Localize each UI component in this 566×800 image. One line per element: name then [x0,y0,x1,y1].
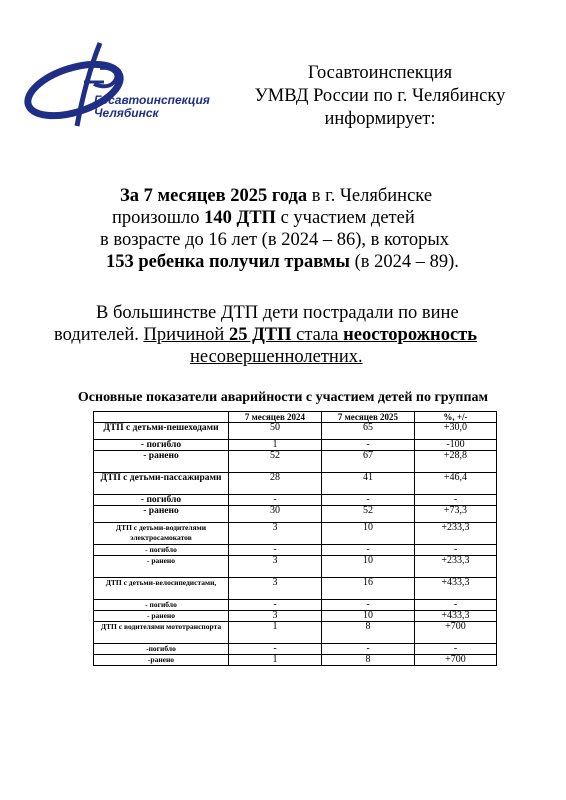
percent-change: +30,0 [415,423,497,440]
lead-injured-count: 153 ребенка получил травмы [106,252,350,272]
value-2024: 50 [229,423,322,440]
stats-table [93,411,497,666]
header-cell: 7 месяцев 2025 [322,412,415,423]
value-2024: 3 [229,611,322,622]
header-block [230,62,530,131]
value-2024: - [229,495,322,506]
percent-change: +433,3 [415,611,497,622]
value-2025: 10 [322,611,415,622]
logo-line-2: Челябинск [94,106,159,120]
value-2024: 28 [229,473,322,495]
row-label: - погибло [94,545,229,556]
table-row [94,556,497,578]
value-2025: - [322,440,415,451]
percent-change: +46,4 [415,473,497,495]
lead-accidents-count: 140 ДТП [204,208,276,228]
value-2024: - [229,644,322,655]
header-cell: 7 месяцев 2024 [229,412,322,423]
lead-city: в г. Челябинске [307,186,433,206]
value-2025: 10 [322,523,415,545]
row-label: ДТП с детьми-водителями электросамокатов [94,523,229,545]
lead-paragraph [40,185,540,273]
cause-line-2 [40,324,540,346]
value-2024: 1 [229,440,322,451]
table-row [94,423,497,440]
table-row [94,506,497,523]
row-label: -погибло [94,644,229,655]
header-line-2: УМВД России по г. Челябинску [254,86,506,106]
value-2024: 52 [229,451,322,473]
cause-reason: неосторожность [343,325,478,345]
value-2024: 3 [229,523,322,545]
row-label: ДТП с водителями мототранспорта [94,622,229,644]
lead-line-4 [40,251,540,273]
cause-text: водителей. [54,325,144,345]
gai-logo [22,38,210,133]
percent-change: - [415,495,497,506]
cause-line-3: несовершеннолетних. [190,347,363,367]
lead-text: с участием детей [275,208,415,228]
table-header-row [94,412,497,423]
table-row [94,655,497,666]
cause-count: 25 ДТП [228,325,292,345]
lead-text: произошло [112,208,205,228]
table-row [94,451,497,473]
value-2024: - [229,545,322,556]
cause-text: стала [291,325,344,345]
percent-change: +28,8 [415,451,497,473]
table-title: Основные показатели аварийности с участием детей по группам [77,390,489,405]
percent-change: +433,3 [415,578,497,600]
value-2024: 30 [229,506,322,523]
header-cell: %, +/- [415,412,497,423]
header-cell [94,412,229,423]
row-label: - ранено [94,451,229,473]
value-2025: 10 [322,556,415,578]
value-2025: 67 [322,451,415,473]
value-2024: - [229,600,322,611]
row-label: - ранено [94,611,229,622]
value-2025: - [322,495,415,506]
row-label: ДТП с детьми-пешеходами [94,423,229,440]
table-row [94,578,497,600]
percent-change: - [415,600,497,611]
table-row [94,545,497,556]
value-2025: - [322,600,415,611]
row-label: ДТП с детьми-пассажирами [94,473,229,495]
percent-change: - [415,545,497,556]
table-row [94,644,497,655]
row-label: - погибло [94,600,229,611]
value-2025: 8 [322,655,415,666]
cause-text: Причиной [143,325,229,345]
percent-change: +233,3 [415,523,497,545]
percent-change: - [415,644,497,655]
value-2025: - [322,644,415,655]
table-row [94,473,497,495]
header-line-1: Госавтоинспекция [307,63,453,83]
cause-line-1: В большинстве ДТП дети пострадали по вине [96,303,459,323]
value-2024: 3 [229,578,322,600]
lead-text: (в 2024 – 89). [349,252,459,272]
header-line-3: информирует: [324,109,436,129]
lead-line-2 [40,207,540,229]
table-row [94,600,497,611]
value-2025: 65 [322,423,415,440]
percent-change: +233,3 [415,556,497,578]
lead-line-1 [40,185,540,207]
percent-change: -100 [415,440,497,451]
table-row [94,495,497,506]
row-label: - ранено [94,556,229,578]
percent-change: +700 [415,655,497,666]
value-2025: 52 [322,506,415,523]
value-2025: 8 [322,622,415,644]
percent-change: +73,3 [415,506,497,523]
value-2025: 16 [322,578,415,600]
row-label: - ранено [94,506,229,523]
row-label: -ранено [94,655,229,666]
row-label: ДТП с детьми-велосипедистами, [94,578,229,600]
table-row [94,611,497,622]
row-label: - погибло [94,495,229,506]
logo-line-1: Госавтоинспекция [94,93,210,107]
value-2025: - [322,545,415,556]
table-row [94,523,497,545]
value-2024: 3 [229,556,322,578]
value-2024: 1 [229,622,322,644]
table-row [94,440,497,451]
percent-change: +700 [415,622,497,644]
cause-paragraph [40,302,540,368]
lead-line-3: в возрасте до 16 лет (в 2024 – 86), в которых [100,230,450,250]
value-2025: 41 [322,473,415,495]
value-2024: 1 [229,655,322,666]
table-row [94,622,497,644]
lead-period: За 7 месяцев 2025 года [120,186,308,206]
row-label: - погибло [94,440,229,451]
